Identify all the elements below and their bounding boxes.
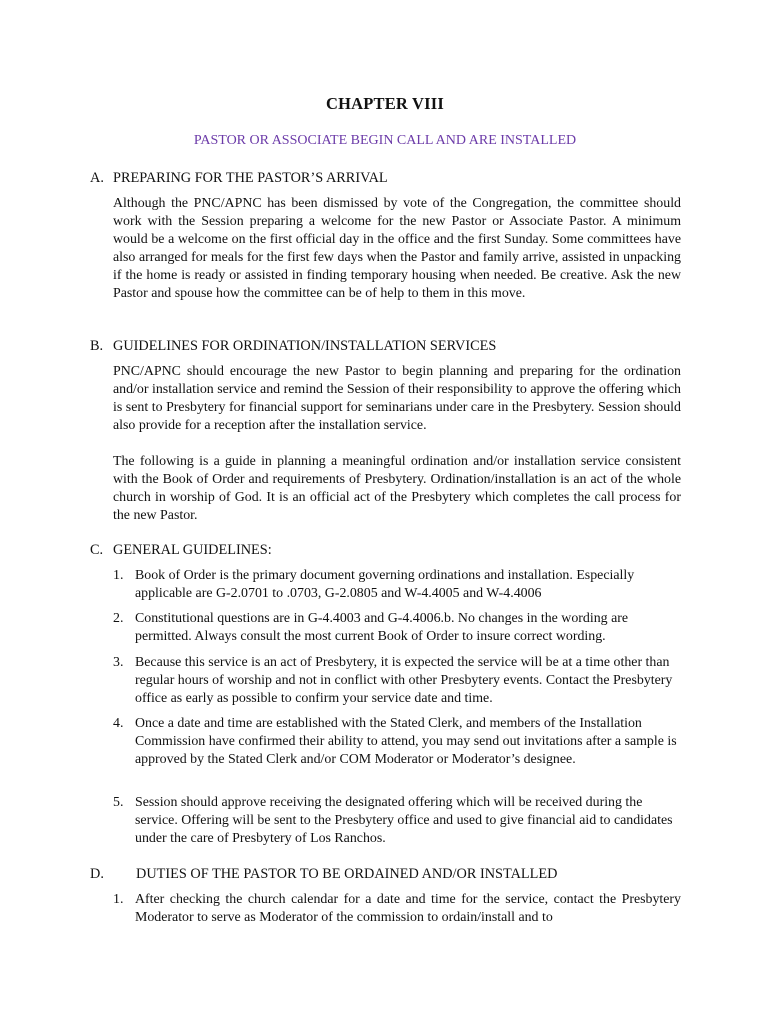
item-text: After checking the church calendar for a date and time for the service, contact the Presbytery Moderator to serve as Moderator of the commission to ordain/install and to	[135, 892, 681, 925]
item-number: 4.	[113, 716, 124, 731]
item-text: Because this service is an act of Presbytery, it is expected the service will be at a time other than regular hours of worship and not in conflict with other Presbytery events. Contact the Presbytery office as early as possible to confirm your service date and time.	[135, 655, 673, 706]
section-d-heading	[90, 865, 557, 883]
section-a-title: PREPARING FOR THE PASTOR’S ARRIVAL	[113, 170, 388, 186]
section-c-item-5	[113, 794, 681, 848]
item-number: 5.	[113, 795, 124, 810]
section-c-title: GENERAL GUIDELINES:	[113, 542, 272, 558]
section-b-paragraph-2: The following is a guide in planning a meaningful ordination and/or installation service consistent with the Book of Order and requirements of Presbytery. Ordination/installation is an act of the whole church in worship of God. It is an official act of the Presbytery which completes the call process for the new Pastor.	[113, 454, 681, 523]
item-text: Constitutional questions are in G-4.4003 and G-4.4006.b. No changes in the wording are permitted. Always consult the most current Book of Order to insure correct wording.	[135, 611, 629, 644]
section-d-item-1	[113, 891, 681, 927]
section-b-mark: B.	[90, 338, 104, 354]
section-d-mark: D.	[90, 866, 104, 882]
item-text: Once a date and time are established with the Stated Clerk, and members of the Installation Commission have confirmed their ability to attend, you may send out invitations after a sample is approved by the Stated Clerk and/or COM Moderator or Moderator’s designee.	[135, 716, 677, 767]
section-b-title: GUIDELINES FOR ORDINATION/INSTALLATION SERVICES	[113, 338, 497, 354]
chapter-subtitle: PASTOR OR ASSOCIATE BEGIN CALL AND ARE INSTALLED	[193, 133, 577, 148]
chapter-title: CHAPTER VIII	[325, 94, 445, 113]
section-c-heading	[90, 541, 272, 559]
section-d-title: DUTIES OF THE PASTOR TO BE ORDAINED AND/OR INSTALLED	[136, 866, 558, 882]
section-a-heading	[90, 169, 388, 187]
section-c-item-3	[113, 654, 681, 708]
section-c-item-1	[113, 567, 681, 603]
section-b-paragraph-1: PNC/APNC should encourage the new Pastor to begin planning and preparing for the ordination and/or installation service and remind the Session of their responsibility to approve the offering which is sent to Presbytery for financial support for seminarians under care in the Presbytery. Session should also provide for a reception after the installation service.	[113, 364, 681, 433]
item-number: 1.	[113, 568, 124, 583]
section-c-item-4	[113, 715, 681, 769]
section-a-paragraph: Although the PNC/APNC has been dismissed by vote of the Congregation, the committee should work with the Session preparing a welcome for the new Pastor or Associate Pastor. A minimum would be a welcome on the first official day in the office and the first Sunday. Some committees have also arranged for meals for the first few days when the Pastor and family arrive, assisted in unpacking if the home is ready or assisted in finding temporary housing when needed. Be creative. Ask the new Pastor and spouse how the committee can be of help to them in this move.	[113, 196, 681, 301]
item-number: 3.	[113, 655, 124, 670]
section-b-heading	[90, 337, 496, 355]
section-c-item-2	[113, 610, 681, 646]
item-number: 1.	[113, 892, 124, 907]
item-text: Session should approve receiving the designated offering which will be received during the service. Offering will be sent to the Presbytery office and used to give financial aid to candidates under the care of Presbytery of Los Ranchos.	[135, 795, 673, 846]
section-c-mark: C.	[90, 542, 104, 558]
section-a-mark: A.	[90, 170, 104, 186]
item-text: Book of Order is the primary document governing ordinations and installation. Especially applicable are G-2.0701 to .0703, G-2.0805 and W-4.4005 and W-4.4006	[135, 568, 635, 601]
item-number: 2.	[113, 611, 124, 626]
